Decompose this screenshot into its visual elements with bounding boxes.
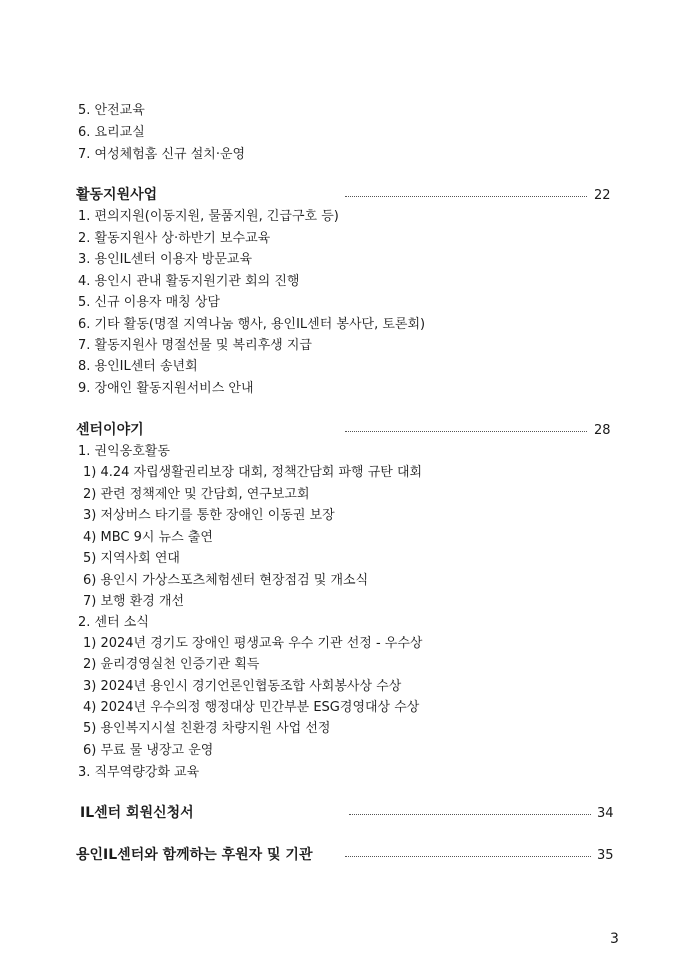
section-page-number: 34 <box>597 806 614 821</box>
toc-subitem: 5) 용인복지시설 친환경 차량지원 사업 선정 <box>83 721 331 736</box>
toc-item: 7. 여성체험홈 신규 설치·운영 <box>78 147 246 162</box>
section-title-activity-support: 활동지원사업 <box>76 187 158 203</box>
toc-subitem: 3) 2024년 용인시 경기언론인협동조합 사회봉사상 수상 <box>83 679 402 694</box>
toc-item: 2. 활동지원사 상·하반기 보수교육 <box>78 231 271 246</box>
toc-item: 3. 용인IL센터 이용자 방문교육 <box>78 252 253 267</box>
section-title-sponsors: 용인IL센터와 함께하는 후원자 및 기관 <box>76 847 313 863</box>
section-page-number: 22 <box>594 188 611 203</box>
toc-subitem: 6) 용인시 가상스포츠체험센터 현장점검 및 개소식 <box>83 573 369 588</box>
toc-subitem: 7) 보행 환경 개선 <box>83 594 185 609</box>
toc-item: 1. 편의지원(이동지원, 물품지원, 긴급구호 등) <box>78 209 339 224</box>
leader-dots <box>345 431 587 432</box>
section-page-number: 35 <box>597 848 614 863</box>
toc-subitem: 2) 윤리경영실천 인증기관 획득 <box>83 657 260 672</box>
toc-subitem: 4) 2024년 우수의정 행정대상 민간부분 ESG경영대상 수상 <box>83 700 420 715</box>
toc-item: 6. 요리교실 <box>78 125 145 140</box>
toc-item: 8. 용인IL센터 송년회 <box>78 359 198 374</box>
toc-item: 5. 안전교육 <box>78 103 145 118</box>
toc-subitem: 4) MBC 9시 뉴스 출연 <box>83 530 213 545</box>
leader-dots <box>345 196 587 197</box>
leader-dots <box>345 856 591 857</box>
toc-subitem: 5) 지역사회 연대 <box>83 551 180 566</box>
toc-item: 9. 장애인 활동지원서비스 안내 <box>78 381 254 396</box>
toc-group-title: 3. 직무역량강화 교육 <box>78 765 200 780</box>
toc-subitem: 6) 무료 물 냉장고 운영 <box>83 743 214 758</box>
toc-subitem: 1) 2024년 경기도 장애인 평생교육 우수 기관 선정 - 우수상 <box>83 636 423 651</box>
toc-item: 5. 신규 이용자 매칭 상담 <box>78 295 220 310</box>
toc-item: 7. 활동지원사 명절선물 및 복리후생 지급 <box>78 338 312 353</box>
toc-item: 6. 기타 활동(명절 지역나눔 행사, 용인IL센터 봉사단, 토론회) <box>78 317 426 332</box>
section-page-number: 28 <box>594 423 611 438</box>
page-number: 3 <box>610 931 619 947</box>
section-title-membership-form: IL센터 회원신청서 <box>80 805 194 821</box>
leader-dots <box>349 814 591 815</box>
section-title-center-stories: 센터이야기 <box>76 422 144 438</box>
toc-subitem: 3) 저상버스 타기를 통한 장애인 이동권 보장 <box>83 508 335 523</box>
toc-group-title: 2. 센터 소식 <box>78 615 149 630</box>
toc-group-title: 1. 권익옹호활동 <box>78 444 170 459</box>
toc-subitem: 1) 4.24 자립생활권리보장 대회, 정책간담회 파행 규탄 대회 <box>83 465 423 480</box>
toc-item: 4. 용인시 관내 활동지원기관 회의 진행 <box>78 274 300 289</box>
toc-subitem: 2) 관련 정책제안 및 간담회, 연구보고회 <box>83 487 310 502</box>
